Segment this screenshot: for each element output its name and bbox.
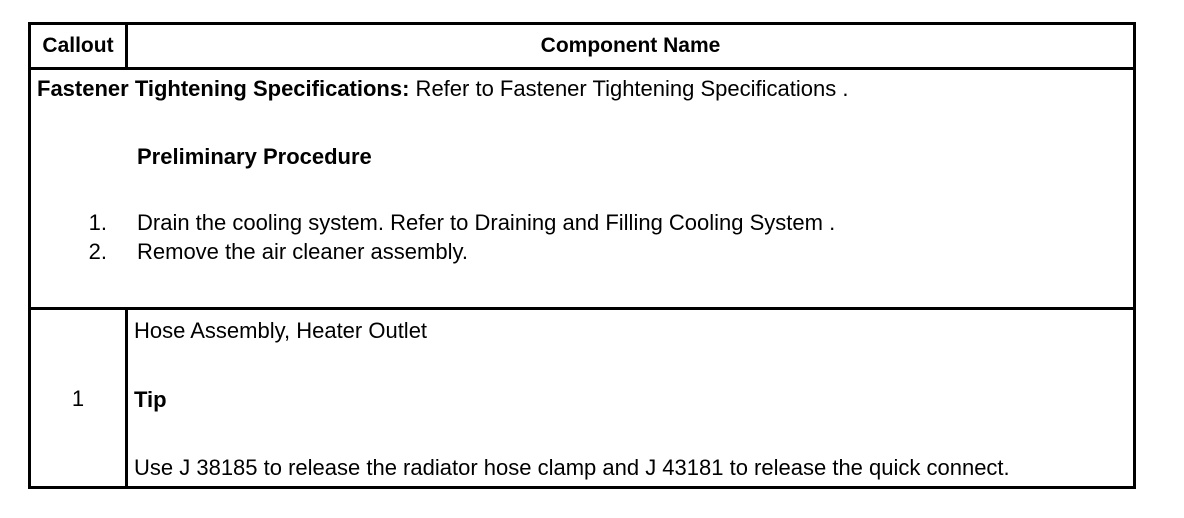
step-text: Remove the air cleaner assembly.	[137, 239, 468, 264]
tip-text: Use J 38185 to release the radiator hose clamp and J 43181 to release the quick connect.	[134, 455, 1010, 480]
tip-label: Tip	[134, 387, 167, 412]
step-text: Drain the cooling system. Refer to Draining and Filling Cooling System .	[137, 210, 836, 235]
fastener-spec-label: Fastener Tightening Specifications:	[37, 76, 410, 101]
callout-column-header: Callout	[31, 25, 128, 67]
callout-cell	[31, 310, 128, 486]
table-row	[31, 310, 1133, 486]
component-name: Hose Assembly, Heater Outlet	[134, 318, 428, 343]
component-name-cell	[128, 310, 1133, 486]
specifications-row	[31, 70, 1133, 310]
step-number: 1.	[88, 210, 107, 235]
callout-number: 1	[71, 386, 85, 411]
fastener-spec-text: Refer to Fastener Tightening Specifications .	[409, 76, 849, 101]
component-table	[28, 22, 1136, 489]
fastener-spec-line	[37, 76, 848, 102]
preliminary-procedure-title: Preliminary Procedure	[137, 144, 372, 169]
step-number: 2.	[88, 239, 107, 264]
component-name-column-header: Component Name	[540, 34, 721, 57]
table-header-row	[31, 25, 1133, 70]
